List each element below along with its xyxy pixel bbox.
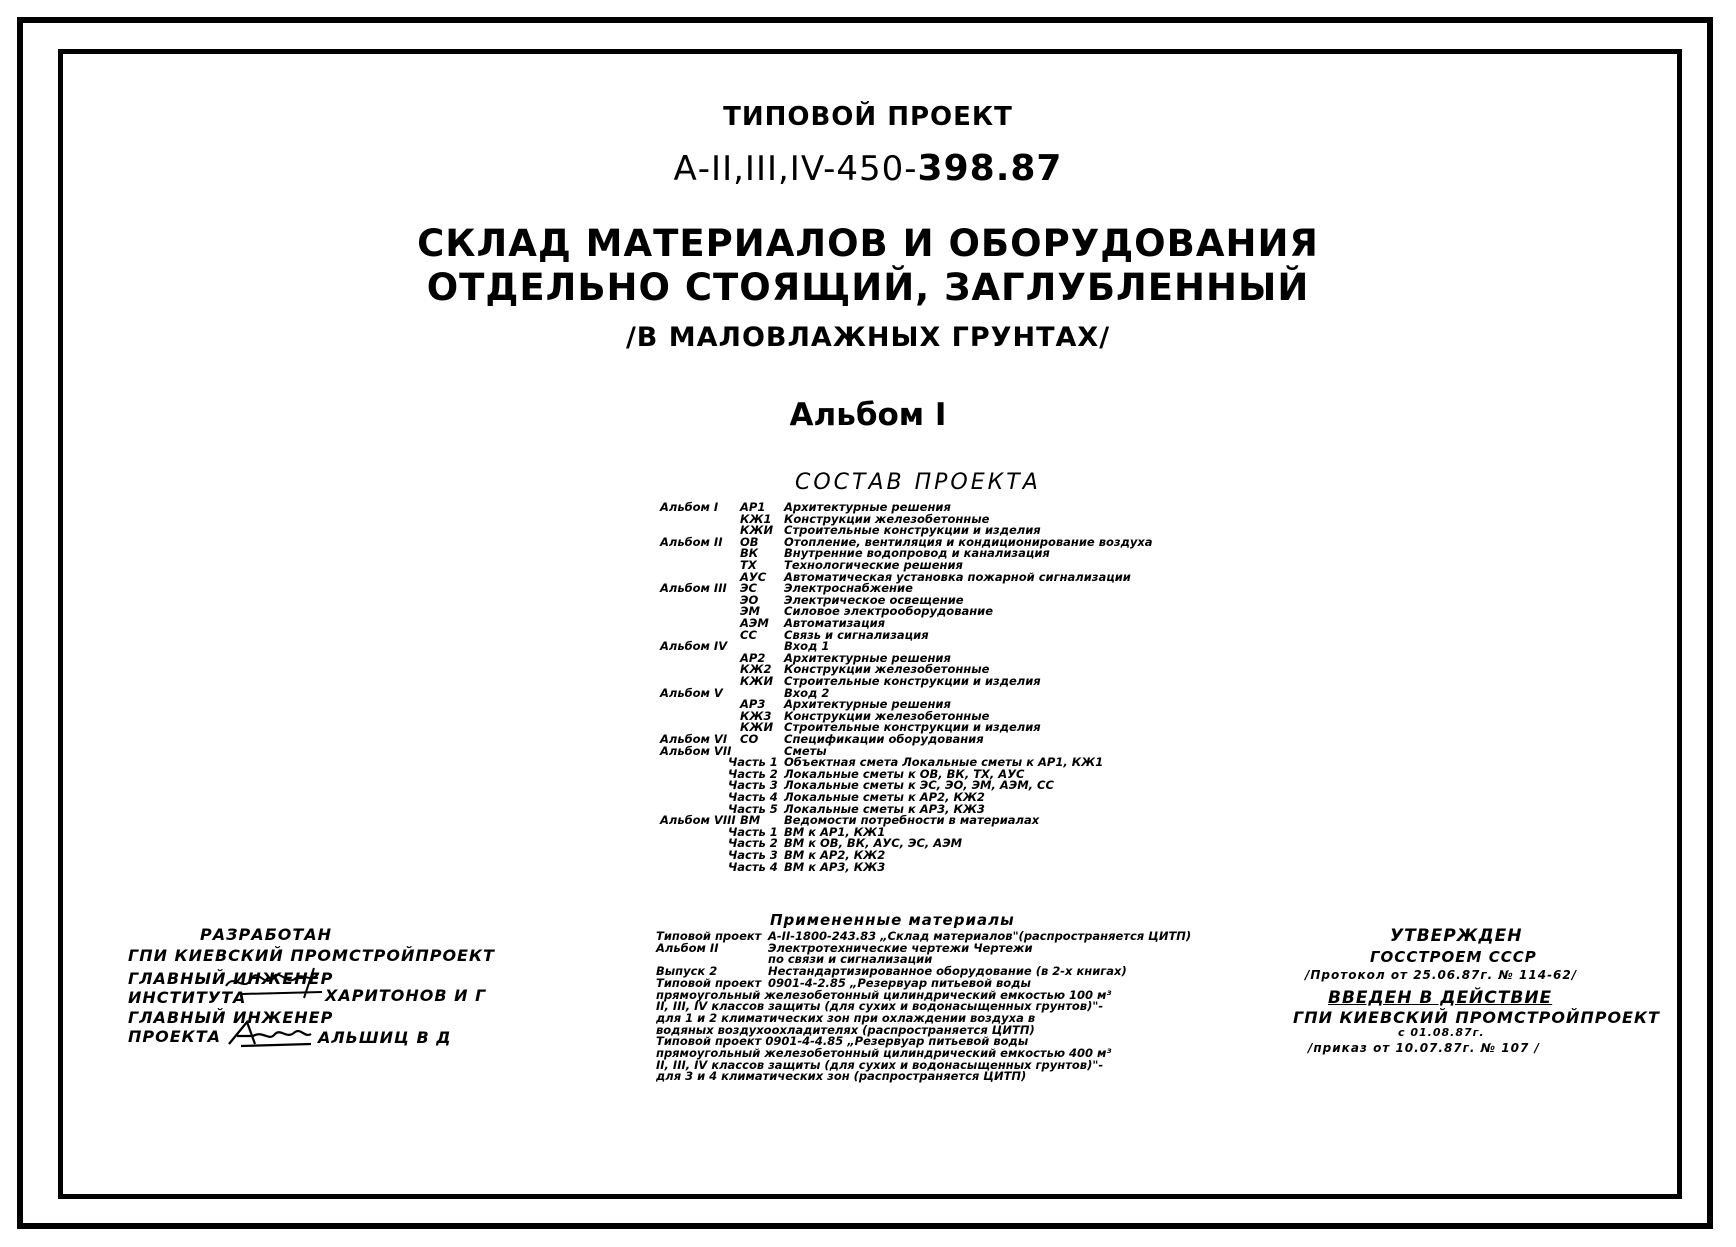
- composition-code: Часть 3: [728, 778, 778, 793]
- composition-description: Вход 1: [784, 639, 830, 654]
- composition-code: Часть 4: [728, 859, 778, 874]
- composition-code: Часть 5: [728, 801, 778, 816]
- composition-description: Строительные конструкции и изделия: [784, 523, 1041, 538]
- title-line-2: ОТДЕЛЬНО СТОЯЩИЙ, ЗАГЛУБЛЕННЫЙ: [426, 266, 1310, 309]
- project-code-number: 398.87: [917, 148, 1063, 189]
- composition-code: Часть 4: [728, 790, 778, 804]
- composition-description: Электрическое освещение: [784, 592, 964, 607]
- composition-code: Часть 2: [728, 836, 778, 851]
- enacted-date: с 01.08.87г.: [1398, 1026, 1485, 1039]
- applied-left: Типовой проект: [656, 975, 762, 990]
- composition-code: ЭМ: [740, 604, 760, 619]
- composition-album: Альбом IV: [660, 639, 728, 654]
- composition-description: Строительные конструкции и изделия: [784, 720, 1041, 735]
- developed-label: РАЗРАБОТАН: [200, 925, 333, 944]
- applied-text: Электротехнические чертежи Чертежи: [768, 940, 1033, 955]
- composition-code: СО: [740, 732, 759, 746]
- composition-code: ЭС: [740, 581, 757, 596]
- composition-description: Силовое электрооборудование: [784, 604, 994, 619]
- chief-engineer-institute-label: ГЛАВНЫЙ ИНЖЕНЕР: [128, 969, 334, 988]
- enacting-org: ГПИ КИЕВСКИЙ ПРОМСТРОЙПРОЕКТ: [1293, 1008, 1660, 1027]
- composition-code: АР1: [740, 500, 766, 514]
- composition-description: Электроснабжение: [784, 581, 913, 596]
- applied-materials-title: Примененные материалы: [770, 911, 1015, 929]
- approved-label: УТВЕРЖДЕН: [1390, 926, 1523, 946]
- composition-album: Альбом V: [660, 685, 723, 700]
- approved-by: ГОССТРОЕМ СССР: [1370, 948, 1537, 966]
- composition-description: Локальные сметы к ОВ, ВК, ТХ, АУС: [784, 766, 1025, 781]
- composition-title: СОСТАВ ПРОЕКТА: [795, 470, 1041, 495]
- composition-code: ВМ: [740, 813, 761, 828]
- composition-description: Конструкции железобетонные: [784, 511, 990, 526]
- composition-code: ТХ: [740, 558, 757, 572]
- composition-code: Часть 3: [728, 848, 778, 862]
- composition-code: АР3: [740, 697, 766, 712]
- composition-description: Локальные сметы к ЭС, ЭО, ЭМ, АЭМ, СС: [784, 778, 1054, 793]
- order: /приказ от 10.07.87г. № 107 /: [1308, 1041, 1540, 1055]
- applied-text: Нестандартизированное оборудование (в 2-х книгах): [768, 964, 1127, 979]
- composition-code: ЭО: [740, 592, 759, 607]
- composition-album: Альбом VIII: [660, 813, 736, 828]
- composition-code: КЖИ: [740, 523, 774, 538]
- title-line-1: СКЛАД МАТЕРИАЛОВ И ОБОРУДОВАНИЯ: [417, 222, 1319, 265]
- composition-description: Локальные сметы к АР2, КЖ2: [784, 790, 985, 804]
- composition-description: Объектная смета Локальные сметы к АР1, КЖ1: [784, 755, 1104, 770]
- protocol: /Протокол от 25.06.87г. № 114-62/: [1305, 968, 1578, 982]
- applied-text: по связи и сигнализации: [768, 952, 933, 967]
- chief-engineer-project-label: ГЛАВНЫЙ ИНЖЕНЕР: [128, 1008, 334, 1027]
- composition-description: ВМ к АР1, КЖ1: [784, 824, 886, 839]
- applied-text: Типовой проект 0901-4-4.85 „Резервуар питьевой воды: [656, 1034, 1029, 1049]
- composition-code: ВК: [740, 546, 759, 561]
- applied-text: прямоугольный железобетонный цилиндрический емкостью 400 м³: [656, 1046, 1112, 1060]
- applied-text: для 1 и 2 климатических зон при охлаждении воздуха в: [656, 1010, 1036, 1025]
- composition-description: Строительные конструкции и изделия: [784, 674, 1041, 688]
- composition-album: Альбом VI: [660, 732, 728, 746]
- composition-album: Альбом III: [660, 581, 727, 596]
- applied-text: водяных воздухоохладителях (распространяется ЦИТП): [656, 1022, 1035, 1037]
- composition-description: Автоматическая установка пожарной сигнализации: [784, 569, 1131, 584]
- composition-code: КЖИ: [740, 674, 774, 688]
- composition-description: Архитектурные решения: [784, 650, 951, 665]
- composition-description: Конструкции железобетонные: [784, 708, 990, 723]
- composition-description: Архитектурные решения: [784, 500, 951, 514]
- composition-description: Конструкции железобетонные: [784, 662, 990, 677]
- name-alshits: АЛЬШИЦ В Д: [318, 1028, 452, 1047]
- composition-code: ОВ: [740, 534, 759, 549]
- signature-alshits: [225, 1018, 315, 1050]
- applied-text: II, III, IV классов защиты (для сухих и водонасыщенных грунтов)"-: [656, 1057, 1104, 1072]
- composition-code: КЖ2: [740, 662, 772, 677]
- institute-label: ИНСТИТУТА: [128, 988, 247, 1007]
- composition-description: Внутренние водопровод и канализация: [784, 546, 1050, 561]
- signature-kharitonov: [222, 964, 327, 1000]
- composition-code: КЖ3: [740, 708, 772, 723]
- composition-code: АЭМ: [740, 616, 769, 630]
- applied-left: Выпуск 2: [656, 964, 718, 979]
- composition-album: Альбом II: [660, 534, 723, 549]
- composition-description: Ведомости потребности в материалах: [784, 813, 1040, 828]
- composition-description: Спецификации оборудования: [784, 732, 984, 746]
- name-kharitonov: ХАРИТОНОВ И Г: [325, 986, 487, 1005]
- composition-description: Технологические решения: [784, 558, 963, 572]
- composition-description: Автоматизация: [784, 616, 886, 630]
- composition-code: Часть 1: [728, 824, 778, 839]
- album-label: Альбом I: [789, 397, 947, 433]
- developer-org: ГПИ КИЕВСКИЙ ПРОМСТРОЙПРОЕКТ: [128, 946, 495, 965]
- composition-code: КЖ1: [740, 511, 772, 526]
- composition-description: Связь и сигнализация: [784, 627, 929, 642]
- composition-description: ВМ к ОВ, ВК, АУС, ЭС, АЭМ: [784, 836, 963, 851]
- applied-left: Типовой проект: [656, 929, 762, 943]
- composition-description: Сметы: [784, 743, 827, 758]
- applied-text: для 3 и 4 климатических зон (распространяется ЦИТП): [656, 1069, 1027, 1084]
- composition-description: Локальные сметы к АР3, КЖ3: [784, 801, 985, 816]
- composition-album: Альбом I: [660, 500, 719, 514]
- applied-text: прямоугольный железобетонный цилиндрический емкостью 100 м³: [656, 987, 1112, 1002]
- composition-code: АР2: [740, 650, 766, 665]
- composition-description: Вход 2: [784, 685, 830, 700]
- composition-code: КЖИ: [740, 720, 774, 735]
- applied-left: Альбом II: [656, 940, 719, 955]
- composition-description: ВМ к АР2, КЖ2: [784, 848, 886, 862]
- composition-code: СС: [740, 627, 757, 642]
- applied-text: 0901-4-2.85 „Резервуар питьевой воды: [768, 975, 1031, 990]
- composition-code: Часть 1: [728, 755, 778, 770]
- enacted-label: ВВЕДЕН В ДЕЙСТВИЕ: [1328, 988, 1553, 1008]
- composition-code: Часть 2: [728, 766, 778, 781]
- applied-text: II, III, IV классов защиты (для сухих и водонасыщенных грунтов)"-: [656, 999, 1104, 1014]
- composition-code: АУС: [740, 569, 767, 584]
- composition-description: ВМ к АР3, КЖ3: [784, 859, 886, 874]
- applied-text: А-II-1800-243.83 „Склад материалов"(распространяется ЦИТП): [768, 929, 1192, 943]
- project-code-prefix: А-II,III,IV-450-: [673, 149, 918, 189]
- project-label: ПРОЕКТА: [128, 1027, 222, 1046]
- composition-description: Архитектурные решения: [784, 697, 951, 712]
- subtitle: /В МАЛОВЛАЖНЫХ ГРУНТАХ/: [625, 322, 1111, 353]
- document-type: ТИПОВОЙ ПРОЕКТ: [723, 102, 1013, 132]
- composition-album: Альбом VII: [660, 743, 732, 758]
- composition-description: Отопление, вентиляция и кондиционирование воздуха: [784, 534, 1153, 549]
